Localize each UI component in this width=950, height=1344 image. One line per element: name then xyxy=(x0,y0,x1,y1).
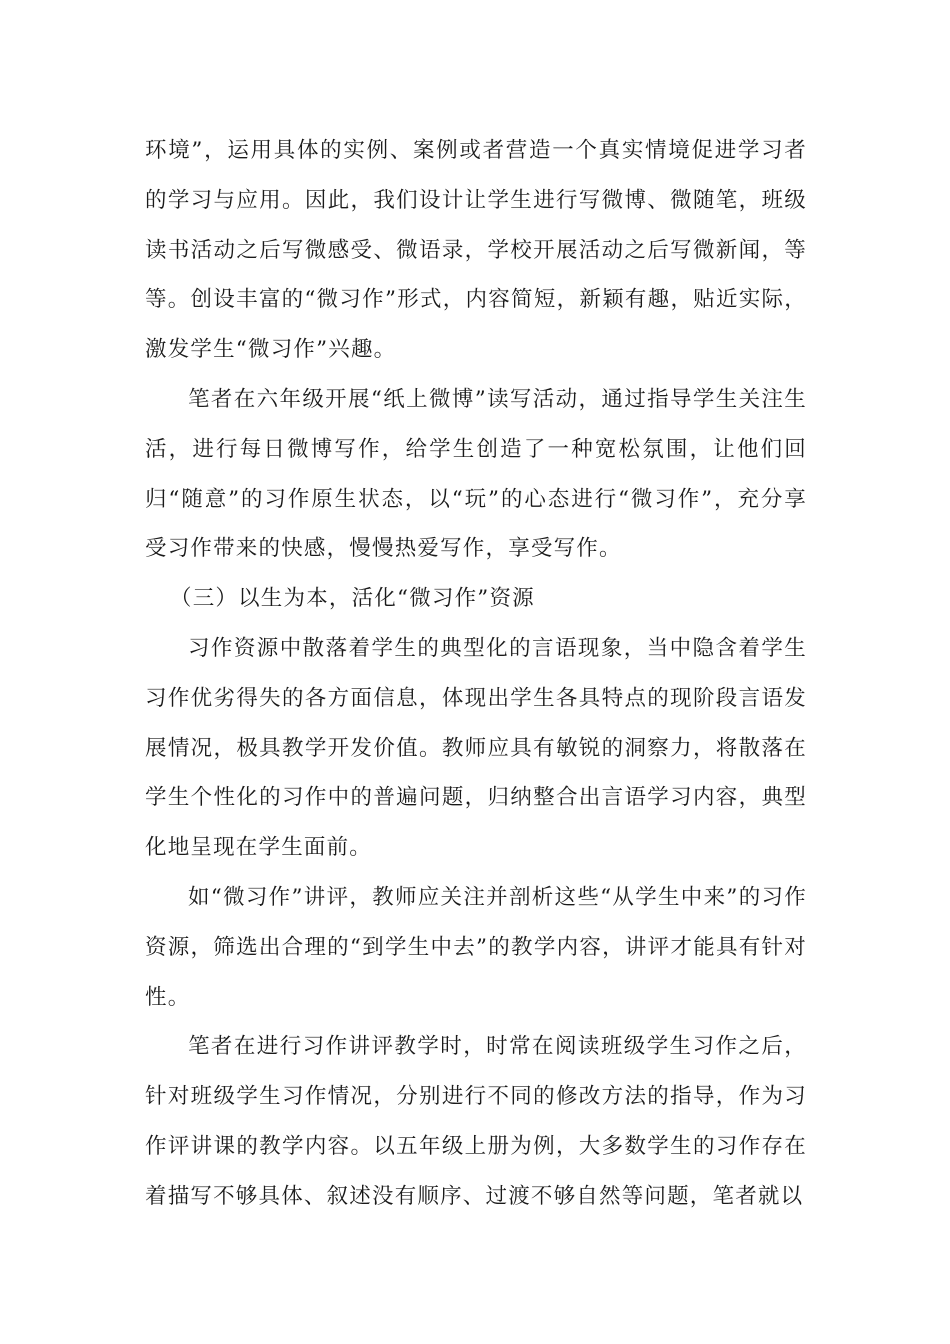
document-body xyxy=(145,126,807,1222)
paragraph-writing-review: 如“微习作”讲评，教师应关注并剖析这些“从学生中来”的习作资源，筛选出合理的“到学生中去”的教学内容，讲评才能具有针对性。 xyxy=(145,884,807,1010)
paragraph-continuation: 环境”，运用具体的实例、案例或者营造一个真实情境促进学习者的学习与应用。因此，我们设计让学生进行写微博、微随笔，班级读书活动之后写微感受、微语录，学校开展活动之后写微新闻，等等。创设丰富的“微习作”形式，内容简短，新颖有趣，贴近实际，激发学生“微习作”兴趣。 xyxy=(145,138,807,363)
section-heading-three: （三）以生为本，活化“微习作”资源 xyxy=(170,586,535,612)
paragraph-writing-resources: 习作资源中散落着学生的典型化的言语现象，当中隐含着学生习作优劣得失的各方面信息，体现出学生各具特点的现阶段言语发展情况，极具教学开发价值。教师应具有敏锐的洞察力，将散落在学生个性化的习作中的普遍问题，归纳整合出言语学习内容，典型化地呈现在学生面前。 xyxy=(145,635,807,861)
paragraph-teaching-example: 笔者在进行习作讲评教学时，时常在阅读班级学生习作之后，针对班级学生习作情况，分别进行不同的修改方法的指导，作为习作评讲课的教学内容。以五年级上册为例，大多数学生的习作存在着描写不够具体、叙述没有顺序、过渡不够自然等问题，笔者就以 xyxy=(145,1034,807,1209)
paragraph-weibo-activity: 笔者在六年级开展“纸上微博”读写活动，通过指导学生关注生活，进行每日微博写作，给学生创造了一种宽松氛围，让他们回归“随意”的习作原生状态，以“玩”的心态进行“微习作”，充分享受习作带来的快感，慢慢热爱写作，享受写作。 xyxy=(145,386,807,562)
